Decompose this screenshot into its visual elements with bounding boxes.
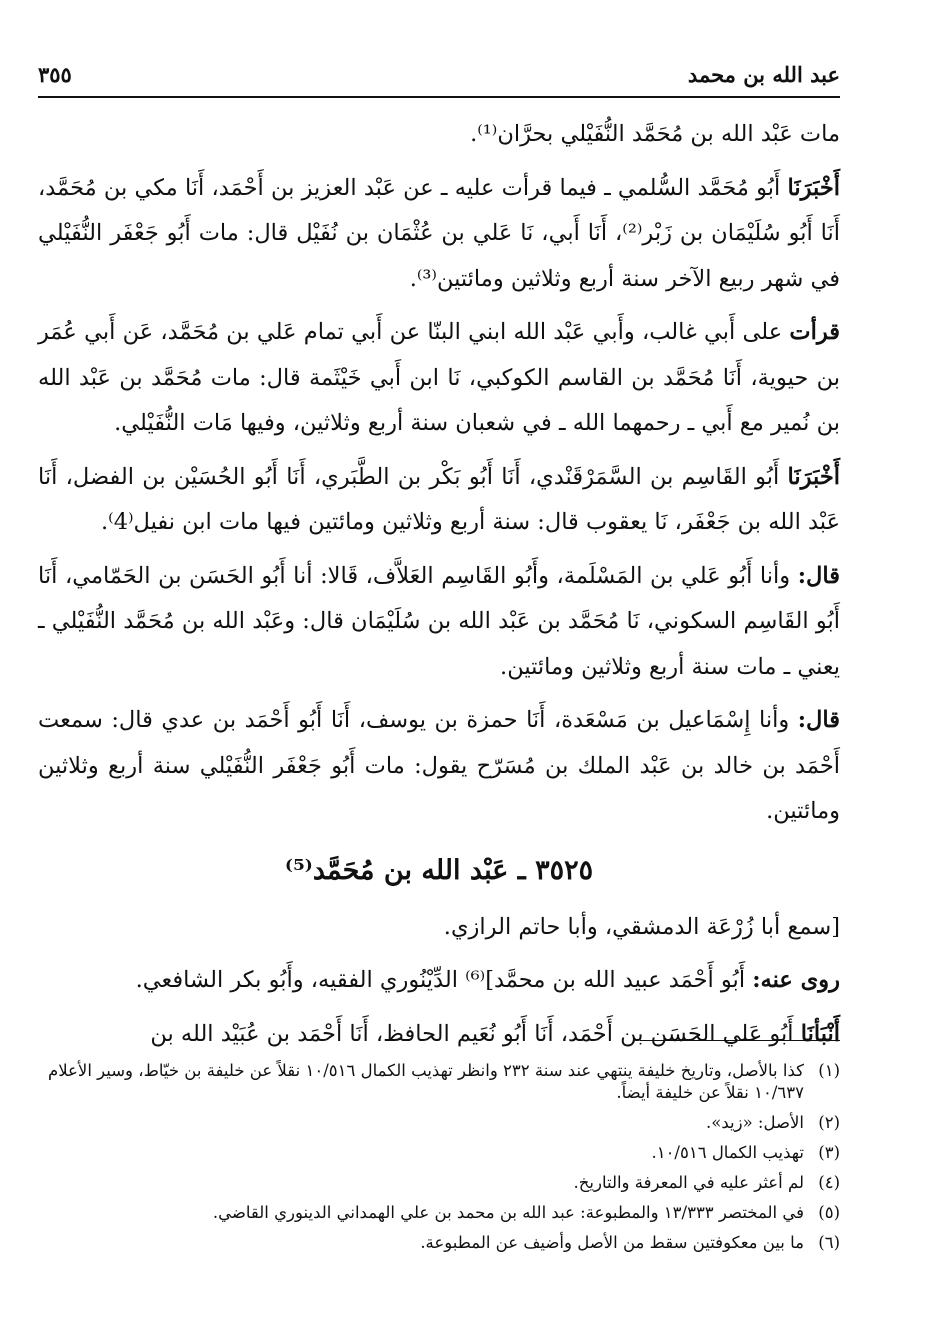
footnote-number: (٤) (818, 1173, 840, 1192)
footnote (38, 1172, 840, 1194)
page-header (38, 60, 840, 98)
main-text (38, 112, 840, 1057)
paragraph: قال: وأنا أَبُو عَلي بن المَسْلَمة، وأَبُو القَاسِم العَلاَّف، قَالا: أنا أَبُو الحَسَن بن الحَمّامي، أَنَا أَبُو القَاسِم السكوني، نَا مُحَمَّد بن عَبْد الله بن سُلَيْمَان قال: وعَبْد الله بن مُحَمَّد النُّفَيْلي ـ يعني ـ مات سنة أربع وثلاثين ومائتين. (38, 562, 840, 680)
paragraph-lead: أَخْبَرَنَا (787, 463, 840, 490)
paragraph: مات عَبْد الله بن مُحَمَّد النُّفَيْلي بحرَّان⁽¹⁾. (470, 121, 840, 147)
paragraph: قرأت على أَبي غالب، وأَبي عَبْد الله ابني البنّا عن أَبي تمام عَلي بن مُحَمَّد، عَن أَبي عُمَر بن حيوية، أَنَا مُحَمَّد بن القاسم الكوكبي، نَا ابن أَبي خَيْثَمة قال: مات مُحَمَّد بن عَبْد الله بن نُمير مع أَبي ـ رحمهما الله ـ في شعبان سنة أربع وثلاثين، وفيها مَات النُّفَيْلي. (38, 319, 840, 436)
footnote-number: (١) (818, 1061, 840, 1080)
footnotes (38, 1060, 840, 1262)
paragraph-lead: أَخْبَرَنَا (787, 174, 840, 201)
paragraph-lead: أَنْبَأنَا (800, 1020, 840, 1047)
paragraph-lead: قال: (797, 562, 840, 589)
page (38, 60, 840, 1065)
entry-title: ٣٥٢٥ ـ عَبْد الله بن مُحَمَّد⁽⁵⁾ (284, 854, 594, 886)
footnote-text: كذا بالأصل، وتاريخ خليفة ينتهي عند سنة ٢٣٢ وانظر تهذيب الكمال ١٠/٥١٦ نقلاً عن خليفة بن خيّاط، وسير الأعلام ١٠/٦٣٧ نقلاً عن خليفة أيضاً. (48, 1061, 804, 1102)
running-title: عبد الله بن محمد (687, 62, 840, 87)
paragraph: أَخْبَرَنَا أَبُو القَاسِم بن السَّمَرْقَنْدي، أَنَا أَبُو بَكْر بن الطَّبَري، أَنَا أَبُو الحُسَيْن بن الفضل، أَنَا عَبْد الله بن جَعْفَر، نَا يعقوب قال: سنة أربع وثلاثين ومائتين فيها مات ابن نفيل⁽4⁾. (38, 463, 840, 535)
paragraph-lead: روى عنه: (752, 967, 840, 993)
footnote-number: (٥) (818, 1203, 840, 1222)
paragraph: [سمع أبا زُرْعَة الدمشقي، وأبا حاتم الرازي. (443, 913, 840, 940)
footnote (38, 1112, 840, 1134)
footnote (38, 1232, 840, 1254)
page-number: ٣٥٥ (38, 62, 72, 87)
footnote-number: (٢) (818, 1113, 840, 1132)
footnote-text: تهذيب الكمال ١٠/٥١٦. (651, 1143, 804, 1162)
paragraph: أَخْبَرَنَا أَبُو مُحَمَّد السُّلمي ـ فيما قرأت عليه ـ عن عَبْد العزيز بن أَحْمَد، أَنَا مكي بن مُحَمَّد، أَنَا أَبُو سُلَيْمَان بن زَبْر⁽²⁾، أَنَا أَبي، نَا عَلي بن عُثْمَان بن نُفَيْل قال: مات أَبُو جَعْفَر النُّفَيْلي في شهر ربيع الآخر سنة أربع وثلاثين ومائتين⁽³⁾. (38, 174, 840, 292)
paragraph: أَنْبَأنَا أَبُو عَلي الحَسَن بن أَحْمَد، أَنَا أَبُو نُعَيم الحافظ، أَنَا أَحْمَد بن عُبَيْد الله بن (150, 1020, 840, 1047)
footnote-separator (640, 1040, 840, 1041)
paragraph-lead: قرأت (789, 319, 840, 345)
footnote-number: (٣) (818, 1143, 840, 1162)
footnote-text: الأصل: «زيد». (706, 1113, 804, 1132)
footnote (38, 1060, 840, 1104)
footnote-text: لم أعثر عليه في المعرفة والتاريخ. (573, 1173, 804, 1192)
footnote (38, 1142, 840, 1164)
footnote-text: ما بين معكوفتين سقط من الأصل وأضيف عن المطبوعة. (420, 1233, 804, 1252)
footnote-text: في المختصر ١٣/٣٣٣ والمطبوعة: عبد الله بن محمد بن علي الهمداني الدينوري القاضي. (212, 1203, 804, 1222)
paragraph-lead: قال: (797, 707, 840, 733)
paragraph: قال: وأنا إِسْمَاعيل بن مَسْعَدة، أَنَا حمزة بن يوسف، أَنَا أَبُو أَحْمَد بن عدي قال: سمعت أَحْمَد بن خالد بن عَبْد الملك بن مُسَرّح يقول: مات أَبُو جَعْفَر النُّفَيْلي سنة أربع وثلاثين ومائتين. (38, 707, 840, 824)
paragraph: روى عنه: أَبُو أَحْمَد عبيد الله بن محمَّد]⁽⁶⁾ الدِّيْنُوري الفقيه، وأَبُو بكر الشافعي. (135, 967, 840, 993)
footnote-number: (٦) (818, 1233, 840, 1252)
footnote (38, 1202, 840, 1224)
